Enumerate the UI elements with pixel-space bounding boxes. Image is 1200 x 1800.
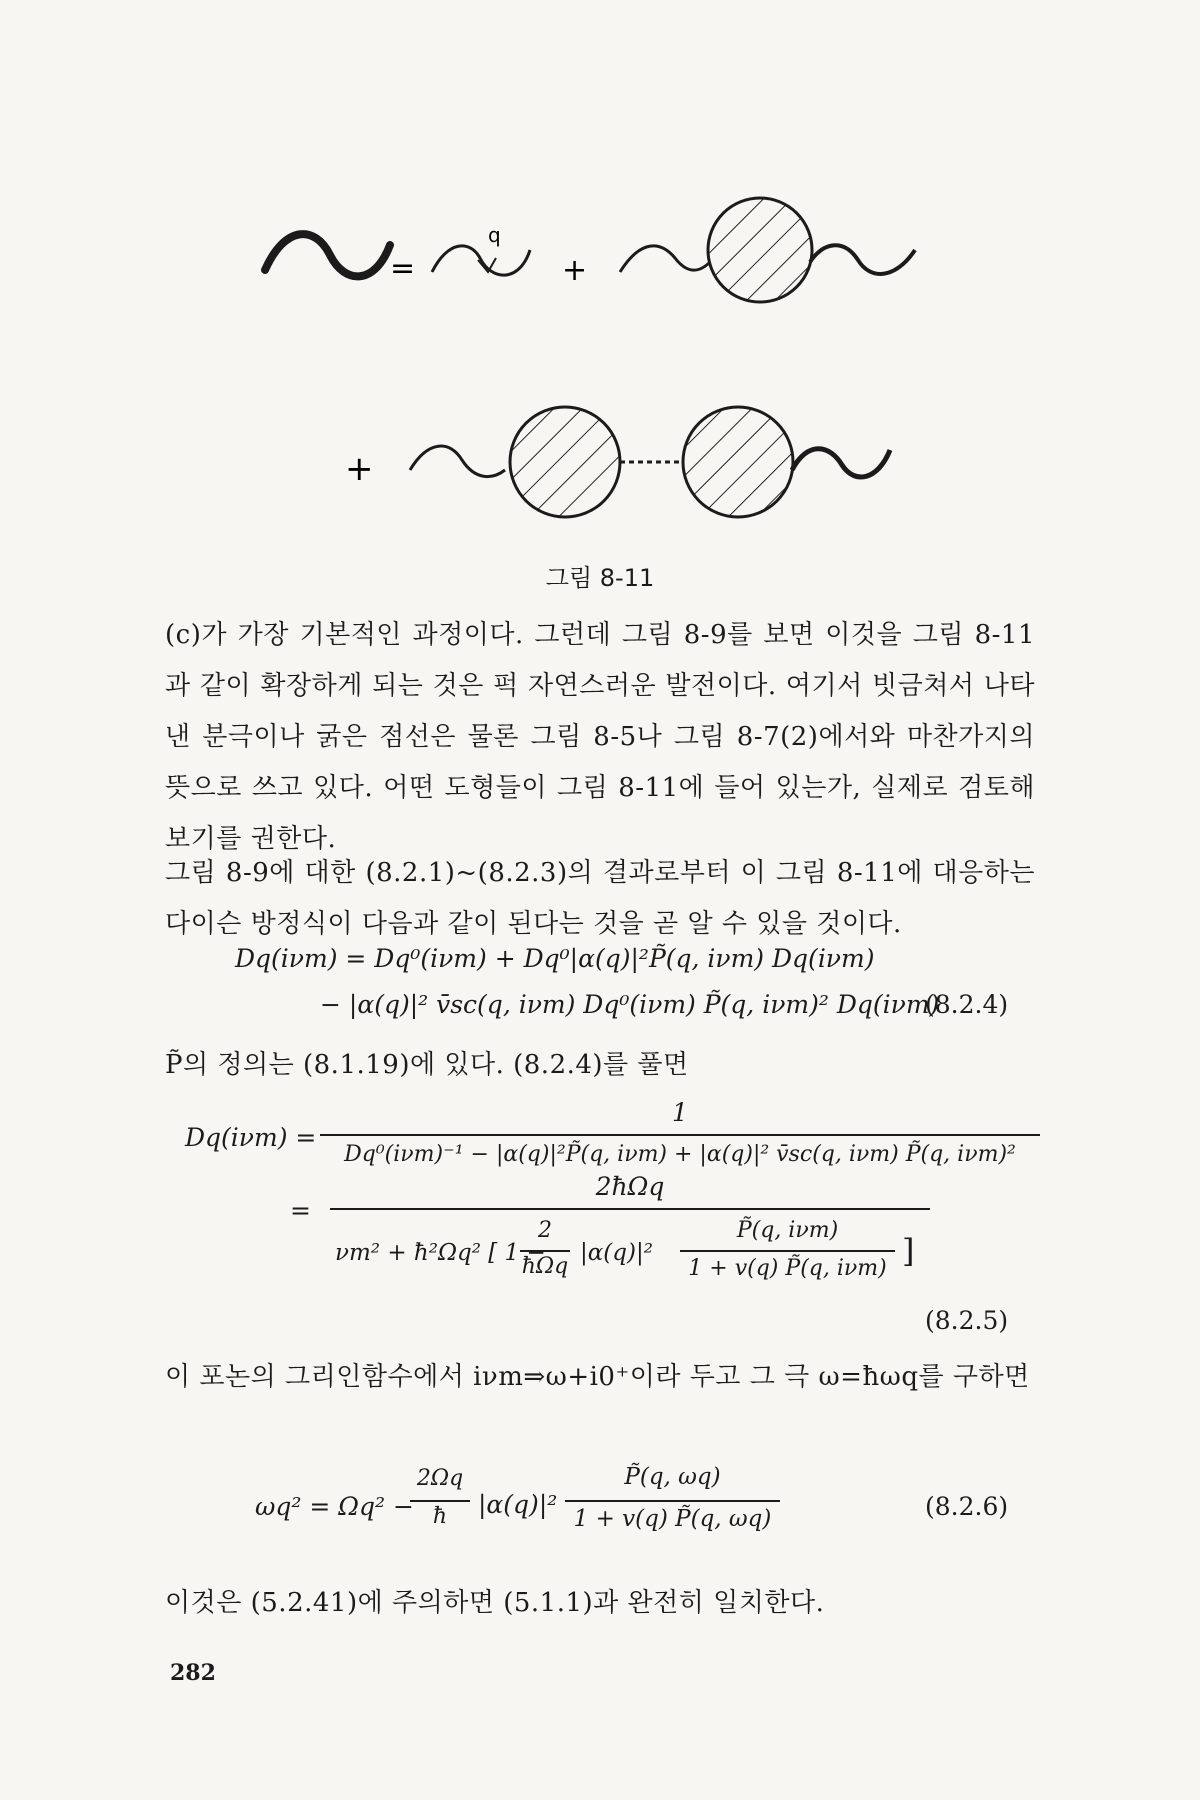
polarization-bubble-left [510, 407, 620, 517]
phonon-line-out-2 [792, 449, 890, 477]
figure-caption: 그림 8-11 [545, 564, 655, 592]
equation-8-2-4-line1: Dq(iνm) = Dq⁰(iνm) + Dq⁰|α(q)|²P̃(q, iνm) Dq(iνm) [235, 944, 875, 973]
closing-bracket: ] [902, 1232, 915, 1270]
paragraph-4: 이 포논의 그리인함수에서 iνm⇒ω+i0⁺이라 두고 그 극 ω=ħωq를 구하면 [165, 1362, 1030, 1392]
equation-number-8-2-6: (8.2.6) [925, 1492, 1009, 1521]
paragraph-1: (c)가 가장 기본적인 과정이다. 그런데 그림 8-9를 보면 이것을 그림 8-11과 같이 확장하게 되는 것은 퍽 자연스러운 발전이다. 여기서 빗금쳐서 나타낸 분극이나 굵은 점선은 물론 그림 8-5나 그림 8-7(2)에서와 마찬가지의 뜻으로 쓰고 있다. 어떤 도형들이 그림 8-11에 들어 있는가, 실제로 검토해 보기를 권한다. [165, 620, 1035, 854]
equation-8-2-5-equals: = [290, 1196, 311, 1225]
equation-8-2-6-fraction-numerator: P̃(q, ωq) [624, 1464, 721, 1490]
paragraph-5: 이것은 (5.2.41)에 주의하면 (5.1.1)과 완전히 일치한다. [165, 1588, 825, 1618]
equation-8-2-5-numerator-1: 1 [672, 1098, 688, 1127]
inner-fraction-bar [520, 1250, 570, 1252]
equation-8-2-5-denominator-2a: νm² + ħ²Ωq² [ 1 − [335, 1240, 546, 1266]
equals-sign: = [390, 251, 416, 286]
plus-sign-1: + [562, 253, 588, 288]
equation-8-2-5-denominator-2b: |α(q)|² [580, 1240, 653, 1266]
equation-8-2-6-fraction-bar [565, 1500, 780, 1502]
equation-8-2-6-coef-numerator: 2Ωq [416, 1466, 464, 1491]
paragraph-2: 그림 8-9에 대한 (8.2.1)~(8.2.3)의 결과로부터 이 그림 8-11에 대응하는 다이슨 방정식이 다음과 같이 된다는 것을 곧 알 수 있을 것이다. [165, 858, 1035, 939]
polarization-bubble-right [683, 407, 793, 517]
equation-8-2-6-fraction-denominator: 1 + v(q) P̃(q, ωq) [573, 1506, 772, 1532]
coef-fraction-bar [410, 1500, 470, 1502]
equation-8-2-5-lhs: Dq(iνm) = [185, 1123, 317, 1152]
equation-8-2-6-lhs: ωq² = Ωq² − [255, 1492, 414, 1521]
polarization-fraction-denominator: 1 + v(q) P̃(q, iνm) [688, 1256, 887, 1281]
thick-phonon-line [265, 234, 390, 276]
equation-8-2-6-coef-denominator: ħ [432, 1504, 448, 1529]
page-number: 282 [170, 1660, 216, 1686]
polarization-fraction-numerator: P̃(q, iνm) [736, 1218, 839, 1243]
equation-number-8-2-4: (8.2.4) [925, 990, 1009, 1019]
polarization-bubble [708, 198, 812, 302]
feynman-diagram [0, 0, 1200, 570]
equation-8-2-5-numerator-2: 2ħΩq [595, 1172, 665, 1201]
inner-fraction-denominator: ħΩq [521, 1254, 569, 1279]
equation-8-2-6-alpha: |α(q)|² [478, 1490, 558, 1519]
phonon-line-in-2 [410, 446, 505, 477]
inner-fraction-numerator: 2 [538, 1218, 552, 1243]
equation-8-2-5-denominator-1: Dq⁰(iνm)⁻¹ − |α(q)|²P̃(q, iνm) + |α(q)|² v̄sc(q, iνm) P̃(q, iνm)² [344, 1142, 1016, 1167]
plus-sign-2: + [345, 449, 374, 489]
phonon-line-out [810, 245, 915, 274]
fraction-bar-1 [320, 1134, 1040, 1136]
equation-number-8-2-5: (8.2.5) [925, 1306, 1009, 1335]
paragraph-3: P̃의 정의는 (8.1.19)에 있다. (8.2.4)를 풀면 [165, 1050, 689, 1080]
fraction-bar-2 [330, 1208, 930, 1210]
equation-8-2-4-line2: − |α(q)|² v̄sc(q, iνm) Dq⁰(iνm) P̃(q, iνm)² Dq(iνm) [320, 990, 940, 1019]
bare-phonon-line [432, 246, 530, 275]
polarization-fraction-bar [680, 1250, 895, 1252]
phonon-line-in [620, 246, 710, 272]
momentum-label-q: q [488, 223, 501, 247]
